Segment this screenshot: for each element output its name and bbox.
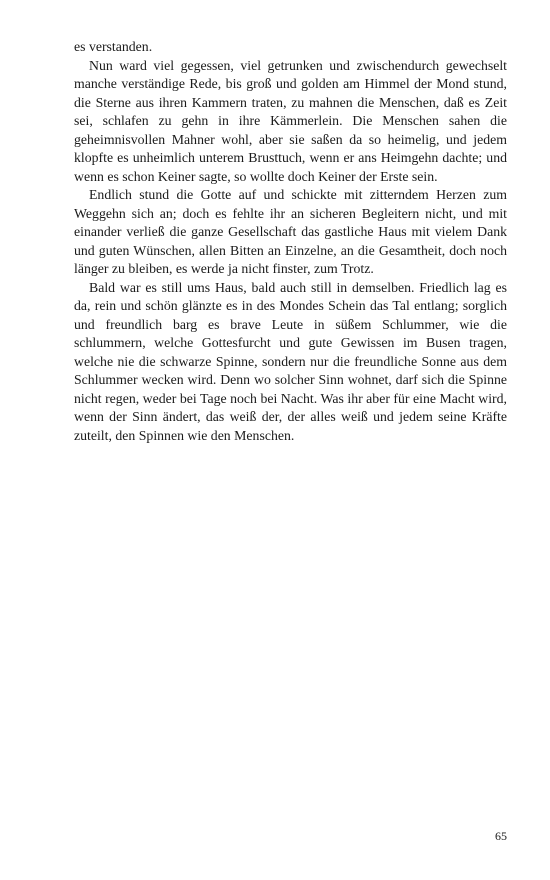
page-body [74,38,507,445]
paragraph-night: Bald war es still ums Haus, bald auch still in demselben. Friedlich lag es da, rein und schön glänzte es in des Mondes Schein das Tal entlang; sorglich und freundlich barg es brave Leute in süßem Schlummer, wie die schlummern, welche Gottesfurcht und gute Gewissen im Busen tragen, welche nie die schwarze Spinne, sondern nur die freundliche Sonne aus dem Schlummer wecken wird. Denn wo solcher Sinn wohnet, darf sich die Spinne nicht regen, weder bei Tage noch bei Nacht. Was ihr aber für eine Macht wird, wenn der Sinn ändert, das weiß der, der alles weiß und jedem seine Kräfte zuteilt, den Spinnen wie den Menschen. [74,279,507,443]
page-number: 65 [495,829,507,843]
paragraph-feast: Nun ward viel gegessen, viel getrunken und zwischendurch gewechselt manche verständige Rede, bis groß und golden am Himmel der Mond stund, die Sterne aus ihren Kammern traten, zu mahnen die Menschen, daß es Zeit sei, schlafen zu gehn in ihre Kämmerlein. Die Menschen sahen die geheimnisvollen Mahner wohl, aber sie saßen da so heimelig, und jedem klopfte es unheimlich unterem Brusttuch, wenn er ans Heimgehn dachte; und wenn es schon Keiner sagte, so wollte doch Keiner der Erste sein. [74,57,507,184]
paragraph-departure: Endlich stund die Gotte auf und schickte mit zitterndem Herzen zum Weggehn sich an; doch es fehlte ihr an sicheren Begleitern nicht, und mit einander verließ die ganze Gesellschaft das gastliche Haus mit vielem Dank und guten Wünschen, allen Bitten an Einzelne, an die Gesamtheit, doch noch länger zu bleiben, es werde ja nicht finster, zum Trotz. [74,187,507,276]
paragraph-continuation: es verstanden. [74,39,153,54]
